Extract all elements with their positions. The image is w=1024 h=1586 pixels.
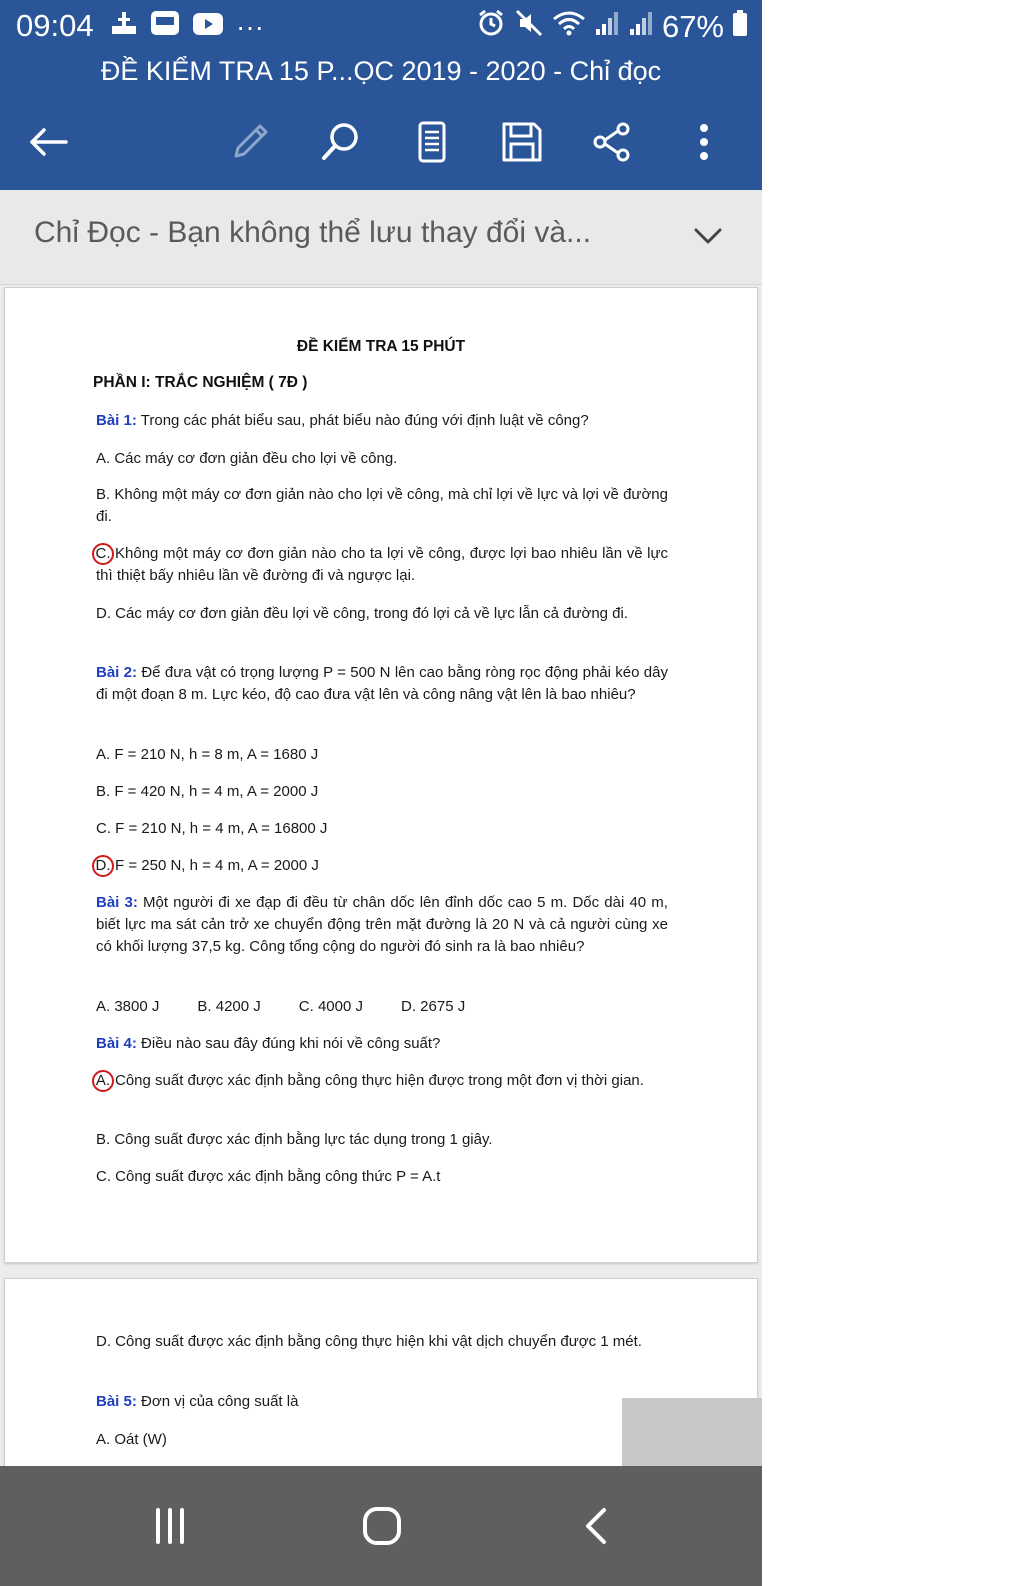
notification-icons xyxy=(110,8,264,46)
q2-option-d xyxy=(96,855,668,877)
question-label: Bài 3: xyxy=(96,894,138,911)
answer-circle: D. xyxy=(92,855,114,877)
system-icons xyxy=(476,8,748,46)
q5-option-a: A. Oát (W) xyxy=(96,1431,167,1448)
q3-option-b: B. 4200 J xyxy=(197,998,261,1015)
q1-option-a: A. Các máy cơ đơn giản đều cho lợi về công. xyxy=(96,450,398,467)
usb-debug-icon xyxy=(110,8,138,46)
recent-apps-icon xyxy=(148,1504,192,1548)
q3-option-d: D. 2675 J xyxy=(401,998,466,1015)
question-4 xyxy=(96,1033,668,1055)
question-text: Đơn vị của công suất là xyxy=(136,1393,299,1410)
document-title: ĐỀ KIỂM TRA 15 P...ỌC 2019 - 2020 - Chỉ đọc xyxy=(100,56,662,86)
section-title: PHẦN I: TRẮC NGHIỆM ( 7Đ ) xyxy=(93,374,308,391)
q3-option-a: A. 3800 J xyxy=(96,998,160,1015)
status-bar xyxy=(0,0,762,52)
home-button[interactable] xyxy=(352,1496,412,1556)
signal-icon-1 xyxy=(594,9,620,45)
more-options-button[interactable] xyxy=(672,110,736,174)
search-icon xyxy=(318,120,362,164)
mute-icon xyxy=(514,8,544,46)
question-label: Bài 5: xyxy=(96,1393,137,1410)
recent-apps-button[interactable] xyxy=(140,1496,200,1556)
chevron-down-icon[interactable] xyxy=(688,216,728,256)
question-5 xyxy=(96,1391,668,1413)
question-text: Một người đi xe đạp đi đều từ chân dốc lên đỉnh dốc cao 5 m. Dốc dài 40 m, biết lực ma sát cản trở xe chuyển động trên mặt đường là 20 N và cả người cùng xe có khối lượng 37,5 kg. Công tổng cộng do người đó sinh ra là bao nhiêu? xyxy=(96,894,668,955)
answer-circle: C. xyxy=(92,543,114,565)
question-3 xyxy=(96,892,668,958)
question-label: Bài 4: xyxy=(96,1035,137,1052)
back-arrow-icon xyxy=(26,120,70,164)
save-button[interactable] xyxy=(490,110,554,174)
q3-options xyxy=(96,996,668,1018)
kebab-menu-icon xyxy=(682,120,726,164)
q2-option-c: C. F = 210 N, h = 4 m, A = 16800 J xyxy=(96,820,328,837)
edit-button[interactable] xyxy=(218,110,282,174)
q4-option-a xyxy=(96,1070,668,1092)
question-text: Để đưa vật có trọng lượng P = 500 N lên cao bằng ròng rọc động phải kéo dây đi một đoạn 8 m. Lực kéo, độ cao đưa vật lên và công nâng vật lên là bao nhiêu? xyxy=(96,664,668,703)
share-icon xyxy=(590,120,634,164)
read-only-message: Chỉ Đọc - Bạn không thể lưu thay đổi và... xyxy=(34,216,592,249)
pencil-icon xyxy=(228,120,272,164)
battery-icon xyxy=(732,9,748,45)
question-text: Trong các phát biểu sau, phát biểu nào đúng với định luật về công? xyxy=(136,412,589,429)
read-only-banner[interactable] xyxy=(0,190,762,285)
app-header xyxy=(0,0,762,190)
answer-circle: A. xyxy=(92,1070,114,1092)
share-button[interactable] xyxy=(580,110,644,174)
q2-option-a: A. F = 210 N, h = 8 m, A = 1680 J xyxy=(96,746,319,763)
question-text: Điều nào sau đây đúng khi nói về công suất? xyxy=(136,1035,441,1052)
battery-percent: 67% xyxy=(661,9,724,44)
q4-option-b: B. Công suất được xác định bằng lực tác dụng trong 1 giây. xyxy=(96,1131,493,1148)
option-text: F = 250 N, h = 4 m, A = 2000 J xyxy=(115,857,319,874)
back-chevron-icon xyxy=(574,1504,618,1548)
question-2 xyxy=(96,662,668,706)
nav-back-button[interactable] xyxy=(566,1496,626,1556)
option-text: Không một máy cơ đơn giản nào cho ta lợi về công, được lợi bao nhiêu lần về lực thì thiệt bấy nhiêu lần về đường đi và ngược lại. xyxy=(96,545,668,584)
question-label: Bài 1: xyxy=(96,412,137,429)
home-icon xyxy=(360,1504,404,1548)
q1-option-b: B. Không một máy cơ đơn giản nào cho lợi về công, mà chỉ lợi về lực và lợi về đường đi. xyxy=(96,486,668,525)
q1-option-d: D. Các máy cơ đơn giản đều lợi về công, trong đó lợi cả về lực lẫn cả đường đi. xyxy=(96,605,629,622)
alarm-icon xyxy=(476,8,506,46)
document-page-1 xyxy=(4,287,758,1263)
q3-option-c: C. 4000 J xyxy=(298,998,363,1015)
q4-option-c: C. Công suất được xác định bằng công thức P = A.t xyxy=(96,1168,441,1185)
q1-option-c xyxy=(96,543,668,587)
signal-icon-2 xyxy=(628,9,654,45)
status-time: 09:04 xyxy=(16,8,94,43)
doc-heading: ĐỀ KIỂM TRA 15 PHÚT xyxy=(296,338,466,355)
back-button[interactable] xyxy=(16,110,80,174)
more-notifications: ··· xyxy=(236,11,264,42)
mobile-view-icon xyxy=(410,120,454,164)
question-1 xyxy=(96,410,668,432)
app-notification-icon xyxy=(150,9,180,45)
reading-view-button[interactable] xyxy=(400,110,464,174)
option-text: Công suất được xác định bằng công thực hiện được trong một đơn vị thời gian. xyxy=(115,1072,644,1089)
youtube-icon xyxy=(192,10,224,44)
search-button[interactable] xyxy=(308,110,372,174)
navigation-bar xyxy=(0,1466,762,1586)
question-label: Bài 2: xyxy=(96,664,138,681)
wifi-icon xyxy=(552,9,586,45)
save-icon xyxy=(500,120,544,164)
q2-option-b: B. F = 420 N, h = 4 m, A = 2000 J xyxy=(96,783,319,800)
toolbar xyxy=(0,110,762,174)
q4-option-d: D. Công suất được xác định bằng công thực hiện khi vật dịch chuyển được 1 mét. xyxy=(96,1333,642,1350)
